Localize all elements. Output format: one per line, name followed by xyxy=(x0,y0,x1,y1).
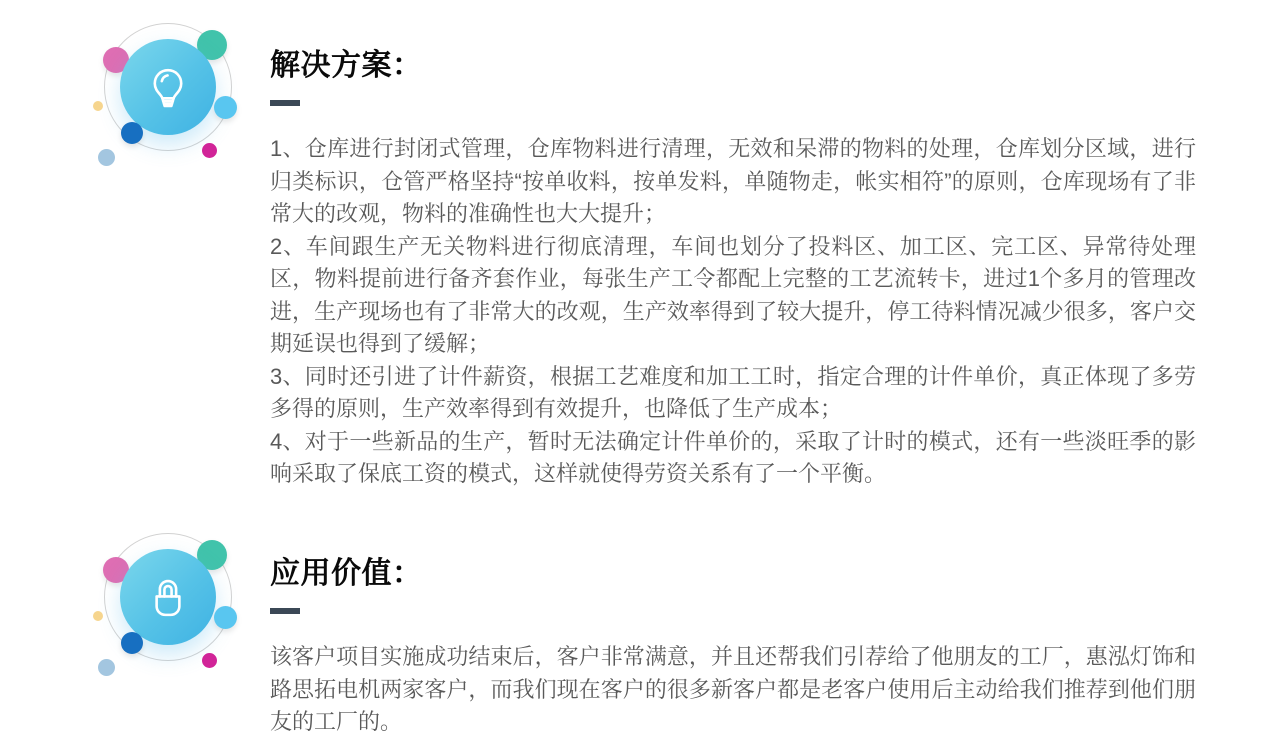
value-icon-cluster xyxy=(88,527,258,697)
decorative-dot-darkblue xyxy=(121,632,143,654)
decorative-dot-skyblue xyxy=(214,606,237,629)
value-paragraphs xyxy=(270,641,1196,739)
value-title: 应用价值： xyxy=(270,557,423,590)
value-paragraph-1: 该客户项目实施成功结束后，客户非常满意，并且还帮我们引荐给了他朋友的工厂，惠泓灯饰和路思拓电机两家客户，而我们现在客户的很多新客户都是老客户使用后主动给我们推荐到他们朋友的工厂的。 xyxy=(270,644,1196,734)
decorative-dot-yellow xyxy=(93,611,103,621)
decorative-dot-darkblue xyxy=(121,122,143,144)
solution-paragraph-4: 4、对于一些新品的生产，暂时无法确定计件单价的，采取了计时的模式，还有一些淡旺季的影响采取了保底工资的模式，这样就使得劳资关系有了一个平衡。 xyxy=(270,428,1196,486)
solution-paragraph-1: 1、仓库进行封闭式管理，仓库物料进行清理，无效和呆滞的物料的处理，仓库划分区域，进行归类标识，仓管严格坚持“按单收料，按单发料，单随物走，帐实相符”的原则，仓库现场有了非常大的改观，物料的准确性也大大提升； xyxy=(270,136,1196,226)
title-underline xyxy=(270,100,300,106)
solution-paragraph-3: 3、同时还引进了计件薪资，根据工艺难度和加工工时，指定合理的计件单价，真正体现了多劳多得的原则，生产效率得到有效提升，也降低了生产成本； xyxy=(270,363,1196,421)
solution-icon-cluster xyxy=(88,17,258,187)
decorative-dot-skyblue xyxy=(214,96,237,119)
solution-paragraph-2: 2、车间跟生产无关物料进行彻底清理，车间也划分了投料区、加工区、完工区、异常待处理区，物料提前进行备齐套作业，每张生产工令都配上完整的工艺流转卡，进过1个多月的管理改进，生产现场也有了非常大的改观，生产效率得到了较大提升，停工待料情况减少很多，客户交期延误也得到了缓解； xyxy=(270,233,1196,356)
solution-paragraphs xyxy=(270,133,1196,491)
decorative-dot-magenta xyxy=(202,143,217,158)
title-underline xyxy=(270,608,300,614)
lightbulb-icon xyxy=(142,61,194,113)
solution-icon-badge xyxy=(120,39,216,135)
value-icon-badge xyxy=(120,549,216,645)
solution-title: 解决方案： xyxy=(270,49,423,82)
decorative-dot-magenta xyxy=(202,653,217,668)
section-value xyxy=(270,556,1196,739)
lock-icon xyxy=(142,571,194,623)
decorative-dot-steelblue xyxy=(98,659,115,676)
decorative-dot-yellow xyxy=(93,101,103,111)
decorative-dot-steelblue xyxy=(98,149,115,166)
section-solution xyxy=(270,48,1196,491)
